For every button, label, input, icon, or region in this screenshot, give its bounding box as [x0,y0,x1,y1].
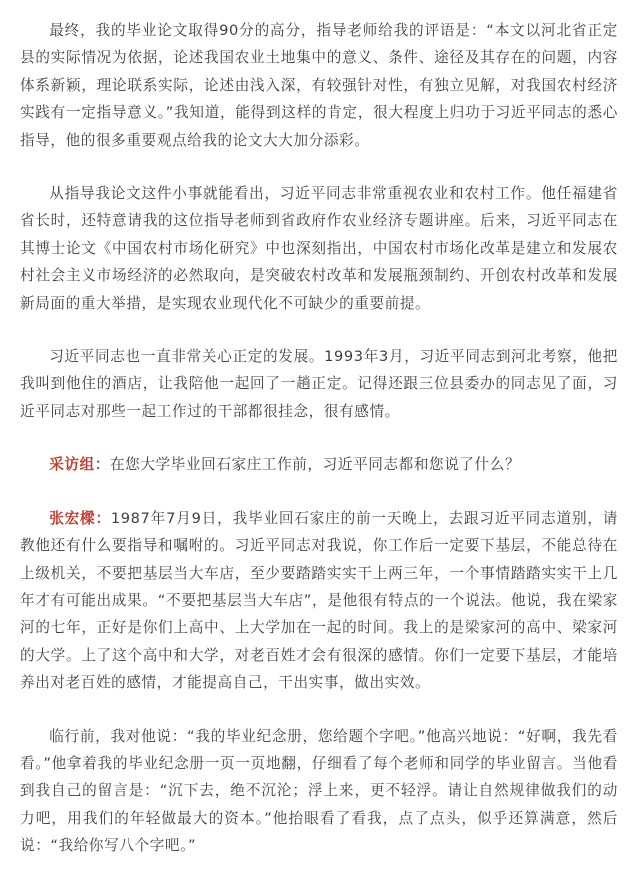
paragraph-agriculture-focus [20,180,618,317]
paragraph-zhengding-visit [20,343,618,425]
paragraph-text: 习近平同志也一直非常关心正定的发展。1993年3月，习近平同志到河北考察，他把我叫到他住的酒店，让我陪他一起回了一趟正定。记得还跟三位县委办的同志见了面，习近平同志对那些一起工作过的干部都很挂念，很有感情。 [20,348,618,420]
paragraph-text: 1987年7月9日，我毕业回石家庄的前一天晚上，去跟习近平同志道别，请教他还有什么要指导和嘱咐的。习近平同志对我说，你工作后一定要下基层，不能总待在上级机关，不要把基层当大车店，至少要踏踏实实干上两三年，一个事情踏踏实实干上几年才有可能出成果。“不要把基层当大车店”，是他很有特点的一个说法。他说，我在梁家河的七年，正好是你们上高中、上大学加在一起的时间。我上的是梁家河的高中、梁家河的大学。上了这个高中和大学，对老百姓才会有很深的感情。你们一定要下基层，才能培养出对老百姓的感情，才能提高自己，干出实事，做出实效。 [20,509,618,692]
paragraph-interview-question [20,451,618,478]
paragraph-text: 从指导我论文这件小事就能看出，习近平同志非常重视农业和农村工作。他任福建省省长时，还特意请我的这位指导老师到省政府作农业经济专题讲座。后来，习近平同志在其博士论文《中国农村市场化研究》中也深刻指出，中国农村市场化改革是建立和发展农村社会主义市场经济的必然取向，是突破农村改革和发展瓶颈制约、开创农村改革和发展新局面的重大举措，是实现农业现代化不可缺少的重要前提。 [20,185,618,312]
paragraph-text: 在您大学毕业回石家庄工作前，习近平同志都和您说了什么？ [109,456,521,474]
paragraph-farewell-inscription [20,723,618,860]
paragraph-interview-answer [20,505,618,697]
paragraph-text: 最终，我的毕业论文取得90分的高分，指导老师给我的评语是：“本文以河北省正定县的实际情况为依据，论述我国农业土地集中的意义、条件、途径及其存在的问题，内容体系新颖，理论联系实际，论述由浅入深，有较强针对性，有独立见解，对我国农村经济实践有一定指导意义。”我知道，能得到这样的肯定，很大程度上归功于习近平同志的悉心指导，他的很多重要观点给我的论文大大加分添彩。 [20,22,618,149]
speaker-label-interviewee: 张宏樑： [49,509,111,527]
speaker-label-interviewer: 采访组： [49,456,110,474]
paragraph-thesis-grade [20,17,618,154]
paragraph-text: 临行前，我对他说：“我的毕业纪念册，您给题个字吧。”他高兴地说：“好啊，我先看看。”他拿着我的毕业纪念册一页一页地翻，仔细看了每个老师和同学的毕业留言。当他看到我自己的留言是：“沉下去，绝不沉沦；浮上来，更不轻浮。请让自然规律做我们的动力吧，用我们的年轻做最大的资本。”他抬眼看了看我，点了点头，似乎还算满意，然后说：“我给你写八个字吧。” [20,727,618,855]
